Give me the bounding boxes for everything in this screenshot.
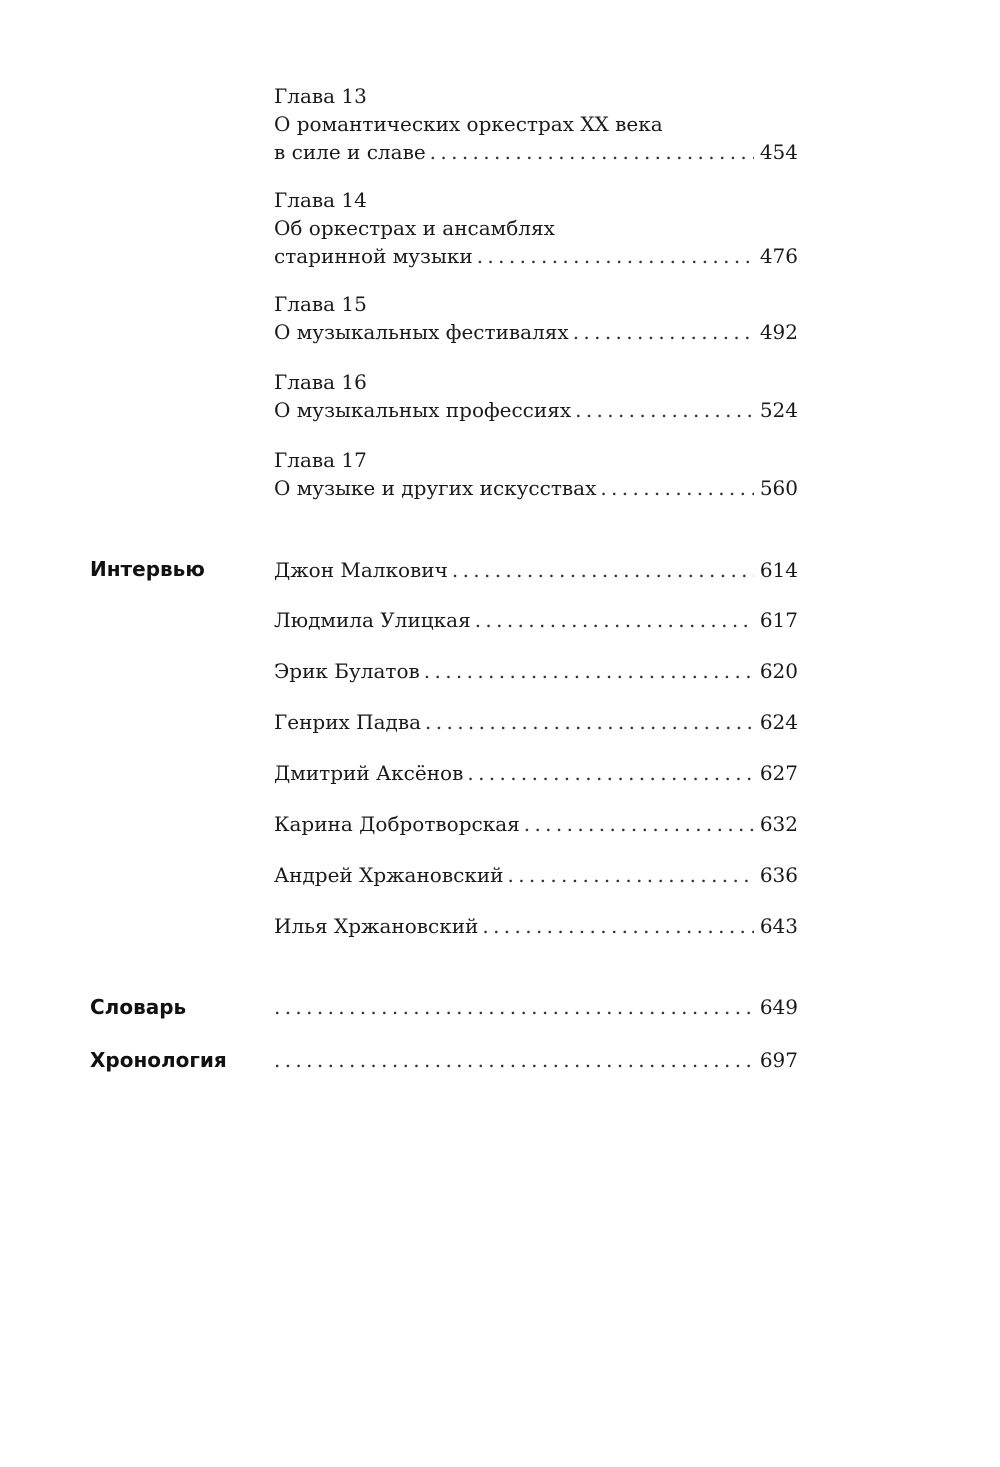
chapter-title: О музыке и других искусствах bbox=[274, 476, 597, 500]
interview-name: Илья Хржановский bbox=[274, 914, 479, 938]
dot-leader bbox=[467, 759, 753, 787]
interview-name: Людмила Улицкая bbox=[274, 608, 471, 632]
dot-leader bbox=[524, 810, 754, 838]
toc-line bbox=[274, 993, 798, 1021]
dot-leader bbox=[482, 912, 753, 940]
interview-name: Эрик Булатов bbox=[274, 659, 420, 683]
toc-chronology-entry[interactable] bbox=[274, 1046, 798, 1074]
section-label-chronology[interactable]: Хронология bbox=[90, 1048, 227, 1072]
chapter-title: О музыкальных профессиях bbox=[274, 398, 572, 422]
toc-line bbox=[274, 242, 798, 270]
chapter-label: Глава 13 bbox=[274, 84, 367, 108]
chapter-title: О музыкальных фестивалях bbox=[274, 320, 569, 344]
chapter-title: О романтических оркестрах XX века bbox=[274, 112, 663, 136]
toc-line bbox=[274, 396, 798, 424]
page-number: 620 bbox=[759, 659, 798, 683]
toc-line bbox=[274, 606, 798, 634]
toc-interview-entry[interactable] bbox=[274, 657, 798, 685]
dot-leader bbox=[600, 474, 753, 502]
page-number: 492 bbox=[759, 320, 798, 344]
dot-leader bbox=[274, 1046, 754, 1074]
interview-name: Дмитрий Аксёнов bbox=[274, 761, 464, 785]
dot-leader bbox=[430, 138, 754, 166]
toc-line bbox=[274, 138, 798, 166]
dot-leader bbox=[575, 396, 754, 424]
dot-leader bbox=[274, 993, 754, 1021]
chapter-title-end: старинной музыки bbox=[274, 244, 473, 268]
toc-interview-entry[interactable] bbox=[274, 708, 798, 736]
toc-line bbox=[274, 912, 798, 940]
dot-leader bbox=[573, 318, 754, 346]
page-number: 649 bbox=[759, 995, 798, 1019]
toc-interview-entry[interactable] bbox=[274, 556, 798, 584]
page-number: 524 bbox=[759, 398, 798, 422]
dot-leader bbox=[425, 708, 754, 736]
page-number: 636 bbox=[759, 863, 798, 887]
toc-interview-entry[interactable] bbox=[274, 912, 798, 940]
section-label-glossary[interactable]: Словарь bbox=[90, 995, 187, 1019]
dot-leader bbox=[475, 606, 754, 634]
toc-chapter-16[interactable] bbox=[274, 368, 798, 424]
toc-line bbox=[274, 318, 798, 346]
chapter-title: Об оркестрах и ансамблях bbox=[274, 216, 555, 240]
chapter-label: Глава 16 bbox=[274, 370, 367, 394]
page-number: 454 bbox=[759, 140, 798, 164]
page-number: 624 bbox=[759, 710, 798, 734]
toc-chapter-17[interactable] bbox=[274, 446, 798, 502]
page-number: 627 bbox=[759, 761, 798, 785]
toc-glossary-entry[interactable] bbox=[274, 993, 798, 1021]
toc-line bbox=[274, 810, 798, 838]
dot-leader bbox=[507, 861, 753, 889]
interview-name: Андрей Хржановский bbox=[274, 863, 504, 887]
chapter-label: Глава 14 bbox=[274, 188, 367, 212]
page-number: 560 bbox=[759, 476, 798, 500]
page-number: 632 bbox=[759, 812, 798, 836]
toc-line bbox=[274, 474, 798, 502]
toc-interview-entry[interactable] bbox=[274, 861, 798, 889]
toc-interview-entry[interactable] bbox=[274, 606, 798, 634]
toc-chapter-15[interactable] bbox=[274, 290, 798, 346]
toc-interview-entry[interactable] bbox=[274, 759, 798, 787]
dot-leader bbox=[424, 657, 754, 685]
chapter-title-end: в силе и славе bbox=[274, 140, 426, 164]
dot-leader bbox=[477, 242, 754, 270]
toc-line bbox=[274, 556, 798, 584]
chapter-label: Глава 17 bbox=[274, 448, 367, 472]
toc-line bbox=[274, 657, 798, 685]
interview-name: Карина Добротворская bbox=[274, 812, 520, 836]
chapter-label: Глава 15 bbox=[274, 292, 367, 316]
toc-line bbox=[274, 759, 798, 787]
page-number: 643 bbox=[759, 914, 798, 938]
section-label-interviews: Интервью bbox=[90, 557, 205, 581]
page-number: 614 bbox=[759, 558, 798, 582]
page-number: 697 bbox=[759, 1048, 798, 1072]
toc-line bbox=[274, 861, 798, 889]
page-number: 476 bbox=[759, 244, 798, 268]
page-number: 617 bbox=[759, 608, 798, 632]
dot-leader bbox=[452, 556, 754, 584]
toc-interview-entry[interactable] bbox=[274, 810, 798, 838]
interview-name: Джон Малкович bbox=[274, 558, 448, 582]
toc-chapter-13[interactable] bbox=[274, 82, 798, 166]
toc-line bbox=[274, 708, 798, 736]
toc-chapter-14[interactable] bbox=[274, 186, 798, 270]
interview-name: Генрих Падва bbox=[274, 710, 422, 734]
toc-line bbox=[274, 1046, 798, 1074]
